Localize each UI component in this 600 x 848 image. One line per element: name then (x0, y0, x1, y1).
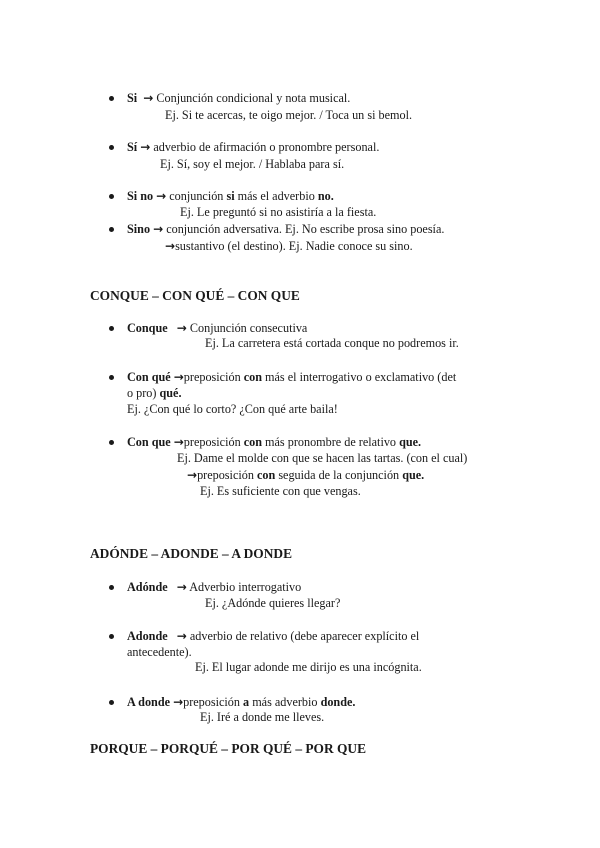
definition: conjunción adversativa. Ej. No escribe prosa sino poesía. (166, 222, 445, 236)
arrow-icon: → (176, 629, 187, 643)
bullet (109, 194, 114, 199)
definition: Adverbio interrogativo (189, 580, 302, 594)
list-item (127, 580, 301, 595)
bullet (109, 700, 114, 705)
definition: adverbio de afirmación o pronombre personal. (153, 140, 380, 154)
list-item (127, 91, 350, 106)
term: Conque (127, 321, 168, 335)
example: Ej. ¿Con qué lo corto? ¿Con qué arte baila! (127, 402, 338, 416)
arrow-icon: → (143, 91, 154, 105)
list-item: Si no → conjunción si más el adverbio no. (127, 189, 334, 203)
term: Adonde (127, 629, 168, 643)
definition: Conjunción condicional y nota musical. (156, 91, 351, 105)
list-item: A donde →preposición a más adverbio donde. (127, 695, 356, 709)
list-item: Con que →preposición con más pronombre de relativo que. (127, 435, 422, 449)
list-item (127, 222, 444, 237)
arrow-icon: → (153, 222, 164, 236)
arrow-icon: → (176, 321, 187, 335)
definition-2: →preposición con seguida de la conjunción que. (187, 468, 425, 482)
section-heading: CONQUE – CON QUÉ – CON QUE (90, 288, 300, 303)
term: Si (127, 91, 138, 105)
definition: adverbio de relativo (debe aparecer explícito el (189, 629, 420, 643)
definition-2: →sustantivo (el destino). Ej. Nadie conoce su sino. (165, 239, 413, 253)
section-heading: ADÓNDE – ADONDE – A DONDE (90, 546, 292, 561)
example: Ej. Dame el molde con que se hacen las tartas. (con el cual) (177, 451, 468, 465)
term: Adónde (127, 580, 168, 594)
list-item (127, 140, 379, 155)
term: Con qué (127, 370, 171, 384)
arrow-icon: → (173, 695, 184, 709)
list-item (127, 321, 307, 336)
bullet (109, 375, 114, 380)
section-heading: PORQUE – PORQUÉ – POR QUÉ – POR QUE (90, 741, 366, 756)
arrow-icon: → (173, 370, 184, 384)
arrow-icon: → (176, 580, 187, 594)
arrow-icon: → (173, 435, 184, 449)
arrow-icon: → (187, 468, 198, 482)
list-item-cont: o pro) qué. (127, 386, 182, 400)
bullet (109, 440, 114, 445)
bullet (109, 96, 114, 101)
term: Con que (127, 435, 171, 449)
arrow-icon: → (165, 239, 176, 253)
term: Sí (127, 140, 138, 154)
bullet (109, 326, 114, 331)
example: Ej. Iré a donde me lleves. (200, 710, 325, 724)
term: Si no (127, 189, 154, 203)
example: Ej. La carretera está cortada conque no podremos ir. (205, 336, 459, 350)
example: Ej. Si te acercas, te oigo mejor. / Toca un si bemol. (165, 108, 413, 122)
example: Ej. Le preguntó si no asistiría a la fiesta. (180, 205, 377, 219)
example: Ej. Es suficiente con que vengas. (200, 484, 361, 498)
definition: Conjunción consecutiva (189, 321, 308, 335)
bullet (109, 227, 114, 232)
list-item-cont: antecedente). (127, 645, 192, 659)
bullet (109, 634, 114, 639)
list-item: Con qué →preposición con más el interrogativo o exclamativo (det (127, 370, 457, 384)
example: Ej. ¿Adónde quieres llegar? (205, 596, 341, 610)
arrow-icon: → (140, 140, 151, 154)
term: A donde (127, 695, 171, 709)
arrow-icon: → (156, 189, 167, 203)
bullet (109, 585, 114, 590)
list-item (127, 629, 419, 644)
example: Ej. Sí, soy el mejor. / Hablaba para sí. (160, 157, 345, 171)
term: Sino (127, 222, 151, 236)
bullet (109, 145, 114, 150)
example: Ej. El lugar adonde me dirijo es una incógnita. (195, 660, 422, 674)
